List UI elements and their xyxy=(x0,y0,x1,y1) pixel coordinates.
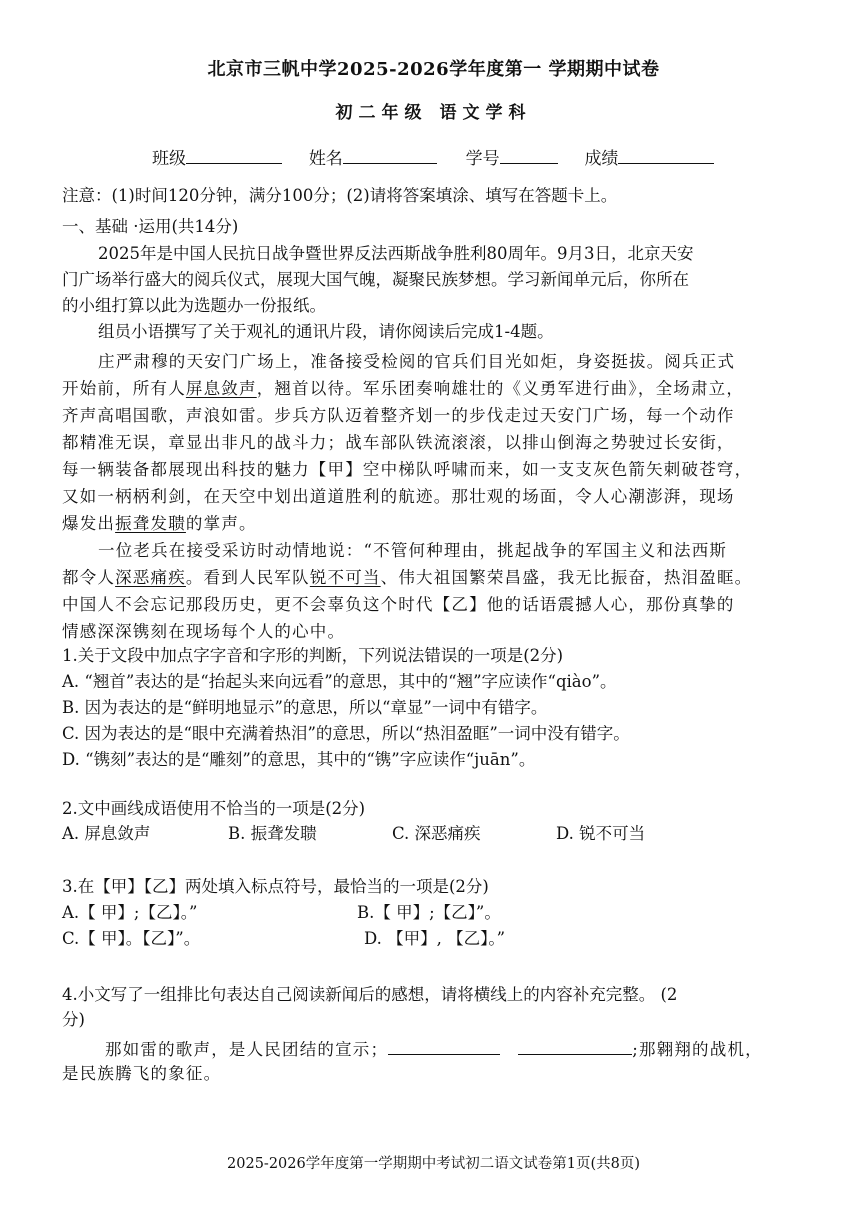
q3-option-a: A.【 甲】;【乙】。” xyxy=(62,903,198,922)
passage-line: 齐声高唱国歌，声浪如雷。步兵方队迈着整齐划一的步伐走过天安门广场，每一个动作 xyxy=(62,406,735,425)
underlined-idiom: 锐不可当 xyxy=(309,568,381,587)
page-footer: 2025-2026学年度第一学期期中考试初二语文试卷第1页(共8页) xyxy=(227,1156,640,1172)
question-4-stem: 4.小文写了一组排比句表达自己阅读新闻后的感想，请将横线上的内容补充完整。 (2 xyxy=(62,985,678,1004)
question-2-stem: 2.文中画线成语使用不恰当的一项是(2分) xyxy=(62,799,366,818)
q3-option-d: D. 【甲】, 【乙】。” xyxy=(364,929,506,948)
id-label: 学号 xyxy=(465,149,500,169)
name-blank xyxy=(343,145,437,164)
passage-line: 中国人不会忘记那段历史，更不会辜负这个时代【乙】他的话语震撼人心，那份真挚的 xyxy=(62,595,735,614)
exam-notice: 注意：(1)时间120分钟，满分100分；(2)请将答案填涂、填写在答题卡上。 xyxy=(62,186,618,205)
score-blank xyxy=(618,145,714,164)
question-4-stem-cont: 分) xyxy=(62,1010,85,1029)
exam-title: 北京市三帆中学2025-2026学年度第一 学期期中试卷 xyxy=(207,59,660,80)
grade-subject: 初二年级 语文学科 xyxy=(335,103,532,123)
intro-line: 2025年是中国人民抗日战争暨世界反法西斯战争胜利80周年。9月3日，北京天安 xyxy=(98,244,694,263)
q2-option-c: C. 深恶痛疾 xyxy=(392,824,481,843)
passage-line: 开始前，所有人屏息敛声，翘首以待。军乐团奏响雄壮的《义勇军进行曲》，全场肃立， xyxy=(62,379,745,398)
q1-option-c: C. 因为表达的是“眼中充满着热泪”的意思，所以“热泪盈眶”一词中没有错字。 xyxy=(62,724,630,743)
underlined-idiom: 深恶痛疾 xyxy=(115,568,186,587)
underlined-idiom: 振聋发聩 xyxy=(115,514,186,533)
question-3-stem: 3.在【甲】【乙】两处填入标点符号，最恰当的一项是(2分) xyxy=(62,877,489,896)
passage-line: 都精准无误，章显出非凡的战斗力；战车部队铁流滚滚，以排山倒海之势驶过长安街， xyxy=(62,433,735,452)
q1-option-b: B. 因为表达的是“鲜明地显示”的意思，所以“章显”一词中有错字。 xyxy=(62,698,548,717)
passage-line: 爆发出振聋发聩的掌声。 xyxy=(62,514,257,533)
q3-option-c: C.【 甲】。【乙】”。 xyxy=(62,929,201,948)
underlined-idiom: 屏息敛声 xyxy=(185,379,257,398)
answer-blank-2[interactable] xyxy=(518,1036,632,1055)
class-label: 班级 xyxy=(152,149,186,169)
passage-line: 又如一柄柄利剑，在天空中划出道道胜利的航迹。那壮观的场面，令人心潮澎湃，现场 xyxy=(62,487,735,506)
class-blank xyxy=(186,145,282,164)
passage-line: 情感深深镌刻在现场每个人的心中。 xyxy=(62,622,346,641)
q2-option-d: D. 锐不可当 xyxy=(556,824,646,843)
q2-option-b: B. 振聋发聩 xyxy=(228,824,317,843)
intro-line: 门广场举行盛大的阅兵仪式，展现大国气魄，凝聚民族梦想。学习新闻单元后，你所在 xyxy=(62,270,689,289)
task-line: 组员小语撰写了关于观礼的通讯片段，请你阅读后完成1-4题。 xyxy=(98,322,554,341)
section1-heading: 一、基础 ·运用(共14分) xyxy=(62,217,239,236)
student-info-fields xyxy=(152,145,867,171)
passage-line: 都令人深恶痛疾。看到人民军队锐不可当、伟大祖国繁荣昌盛，我无比振奋，热泪盈眶。 xyxy=(62,568,753,587)
intro-line: 的小组打算以此为选题办一份报纸。 xyxy=(62,296,326,315)
answer-blank-1[interactable] xyxy=(388,1036,500,1055)
q1-option-d: D. “镌刻”表达的是“雕刻”的意思，其中的“镌”字应读作“juān”。 xyxy=(62,750,536,769)
score-label: 成绩 xyxy=(584,149,619,169)
q1-option-a: A. “翘首”表达的是“抬起头来向远看”的意思，其中的“翘”字应读作“qiào”。 xyxy=(62,672,617,691)
passage-line: 庄严肃穆的天安门广场上，准备接受检阅的官兵们目光如炬，身姿挺拔。阅兵正式 xyxy=(98,352,736,371)
q4-answer-line: 是民族腾飞的象征。 xyxy=(62,1064,222,1083)
passage-line: 每一辆装备都展现出科技的魅力【甲】空中梯队呼啸而来，如一支支灰色箭矢刺破苍穹， xyxy=(62,460,753,479)
id-blank xyxy=(500,145,558,164)
q4-answer-line: 那如雷的歌声，是人民团结的宣示； ;那翱翔的战机， xyxy=(105,1036,867,1062)
question-1-stem: 1.关于文段中加点字字音和字形的判断，下列说法错误的一项是(2分) xyxy=(62,646,564,665)
passage-line: 一位老兵在接受采访时动情地说：“不管何种理由，挑起战争的军国主义和法西斯 xyxy=(98,541,728,560)
name-label: 姓名 xyxy=(308,149,343,169)
q2-option-a: A. 屏息敛声 xyxy=(62,824,151,843)
q3-option-b: B.【 甲】;【乙】”。 xyxy=(357,903,501,922)
